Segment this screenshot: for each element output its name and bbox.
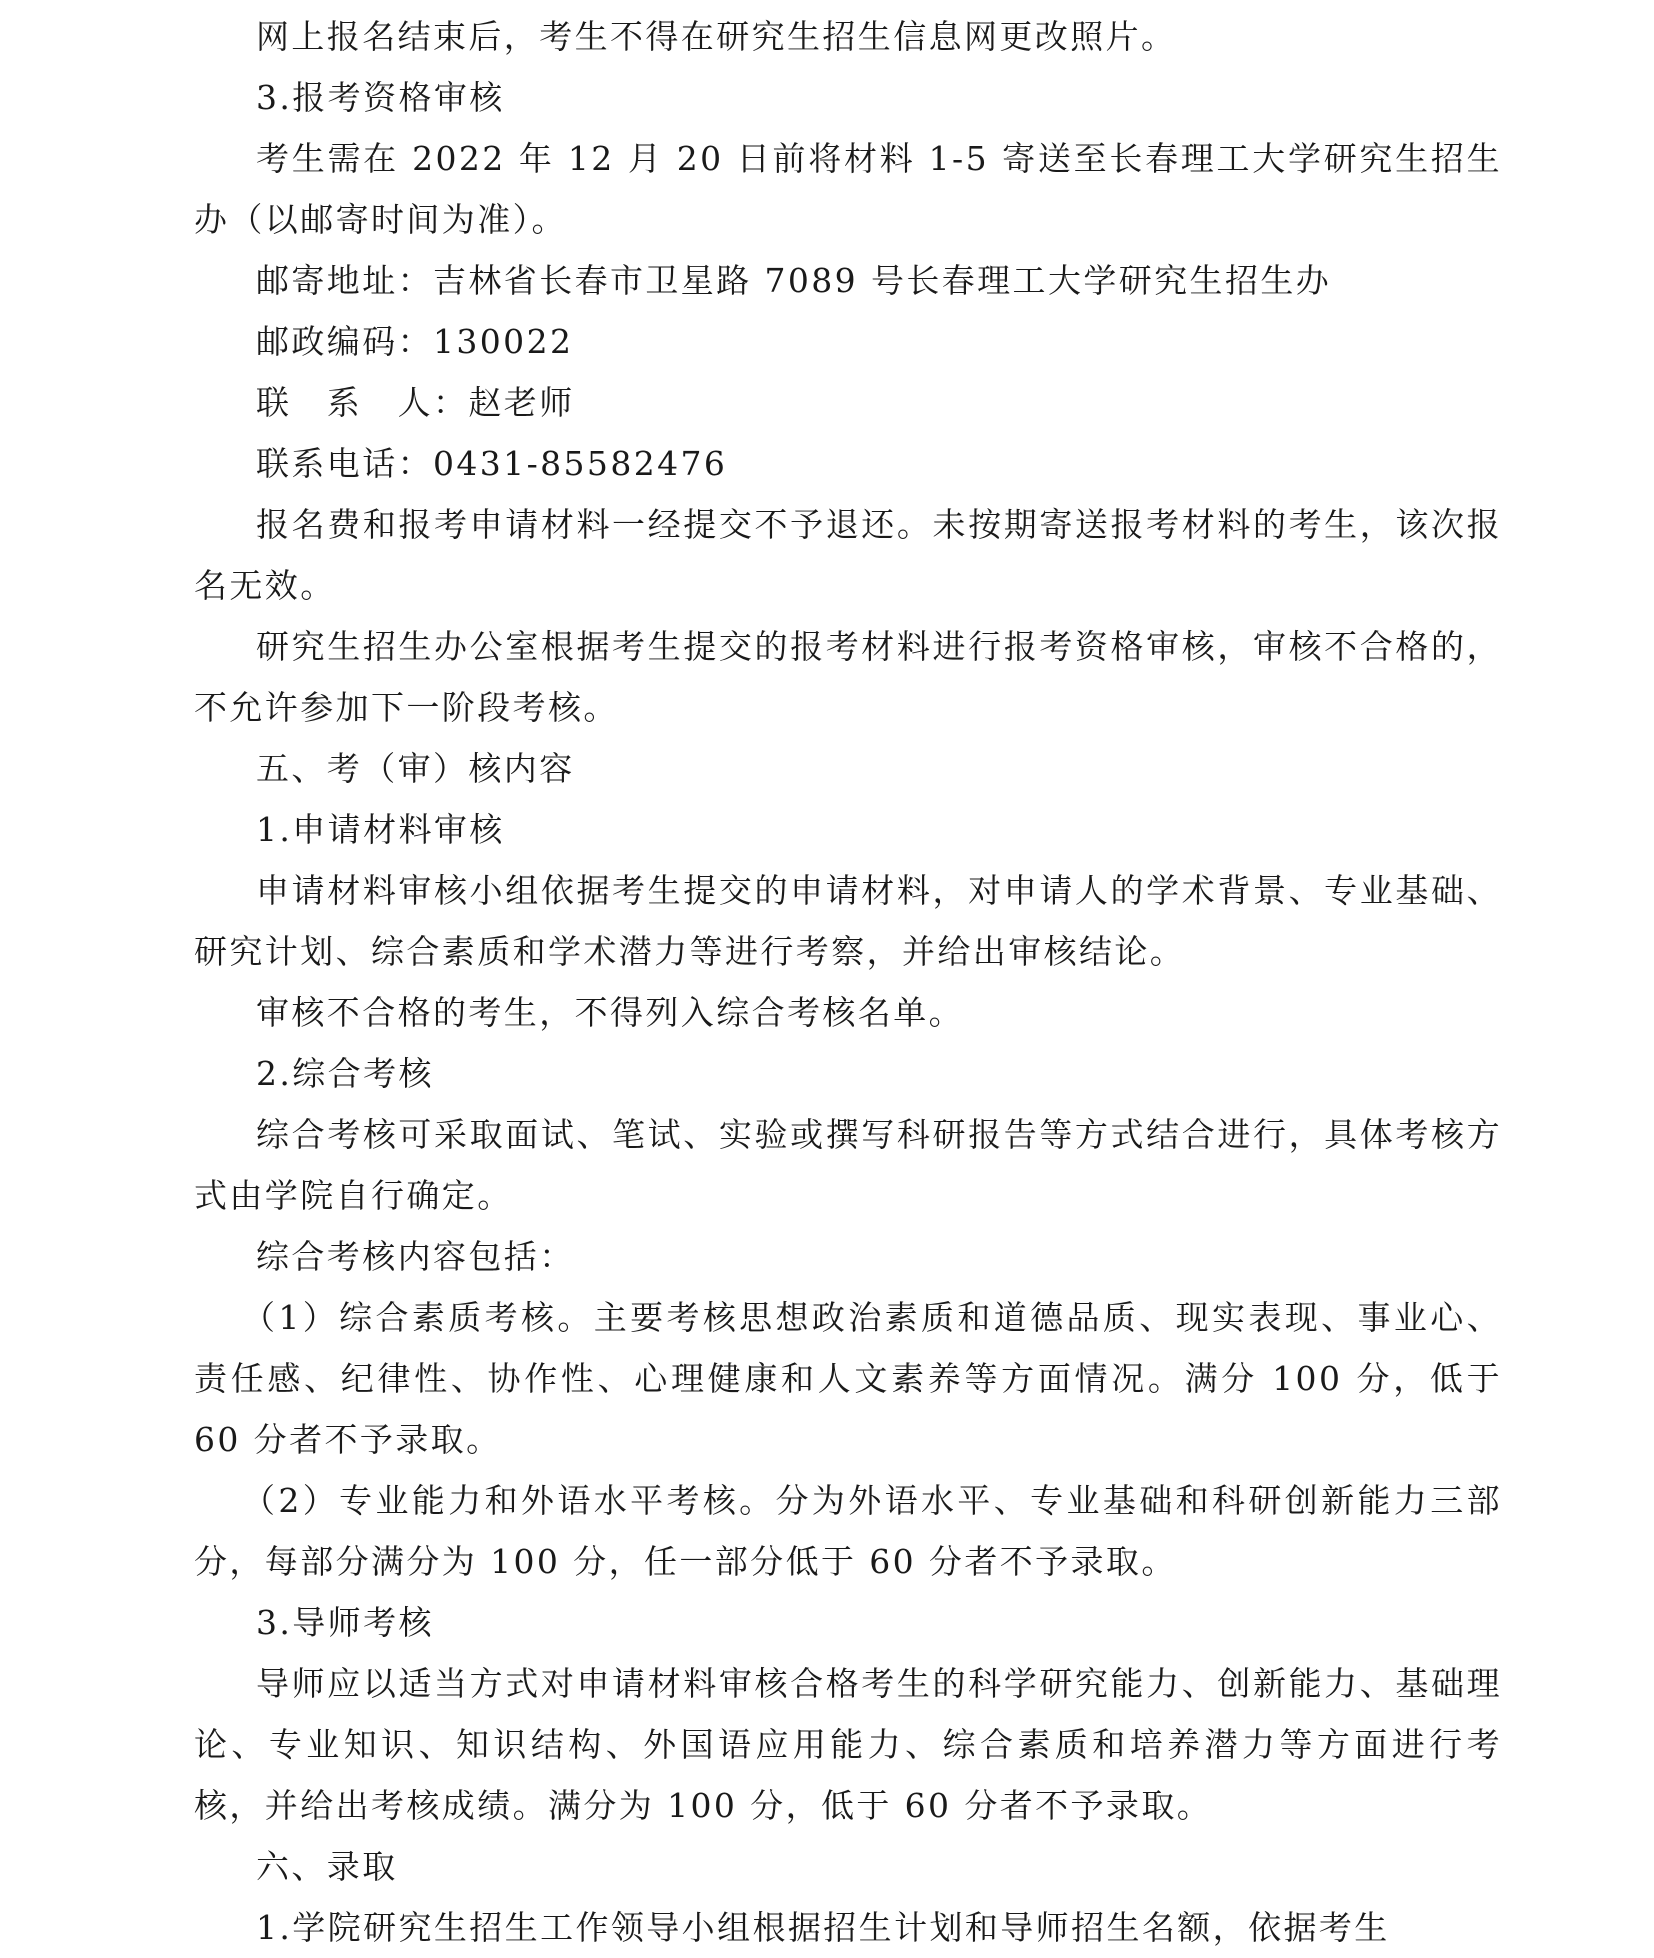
postal-code: 邮政编码：130022: [256, 322, 574, 361]
paragraph-photo-notice: 网上报名结束后，考生不得在研究生招生信息网更改照片。: [256, 17, 1177, 56]
paragraph-application-review: 申请材料审核小组依据考生提交的申请材料，对申请人的学术背景、专业基础、研究计划、综合素质和学术潜力等进行考察，并给出审核结论。: [194, 871, 1502, 971]
list-item-professional-language: （2）专业能力和外语水平考核。分为外语水平、专业基础和科研创新能力三部分，每部分满分为 100 分，任一部分低于 60 分者不予录取。: [194, 1481, 1502, 1581]
mailing-address: 邮寄地址：吉林省长春市卫星路 7089 号长春理工大学研究生招生办: [256, 261, 1332, 300]
paragraph-fee-policy: 报名费和报考申请材料一经提交不予退还。未按期寄送报考材料的考生，该次报名无效。: [194, 505, 1502, 605]
paragraph-review-result: 研究生招生办公室根据考生提交的报考材料进行报考资格审核，审核不合格的，不允许参加下一阶段考核。: [194, 627, 1502, 727]
list-item-overall-quality: （1）综合素质考核。主要考核思想政治素质和道德品质、现实表现、事业心、责任感、纪律性、协作性、心理健康和人文素养等方面情况。满分 100 分，低于 60 分者不予录取。: [194, 1298, 1502, 1459]
paragraph-review-failure: 审核不合格的考生，不得列入综合考核名单。: [256, 993, 964, 1032]
heading-eligibility-review: 3.报考资格审核: [256, 78, 505, 117]
paragraph-assessment-content-intro: 综合考核内容包括：: [256, 1237, 575, 1276]
paragraph-admission-1: 1.学院研究生招生工作领导小组根据招生计划和导师招生名额，依据考生: [256, 1908, 1390, 1947]
contact-phone: 联系电话：0431-85582476: [256, 444, 728, 483]
contact-person: 联 系 人：赵老师: [256, 383, 575, 422]
document-body: [194, 6, 1502, 1958]
heading-comprehensive-assessment: 2.综合考核: [256, 1054, 434, 1093]
section-heading-admission: 六、录取: [256, 1847, 398, 1886]
paragraph-assessment-methods: 综合考核可采取面试、笔试、实验或撰写科研报告等方式结合进行，具体考核方式由学院自行确定。: [194, 1115, 1502, 1215]
paragraph-mailing-deadline: 考生需在 2022 年 12 月 20 日前将材料 1-5 寄送至长春理工大学研究生招生办（以邮寄时间为准）。: [194, 139, 1502, 239]
paragraph-supervisor-assessment: 导师应以适当方式对申请材料审核合格考生的科学研究能力、创新能力、基础理论、专业知识、知识结构、外国语应用能力、综合素质和培养潜力等方面进行考核，并给出考核成绩。满分为 100 分，低于 60 分者不予录取。: [194, 1664, 1502, 1825]
section-heading-review-content: 五、考（审）核内容: [256, 749, 575, 788]
heading-application-review: 1.申请材料审核: [256, 810, 505, 849]
heading-supervisor-assessment: 3.导师考核: [256, 1603, 434, 1642]
